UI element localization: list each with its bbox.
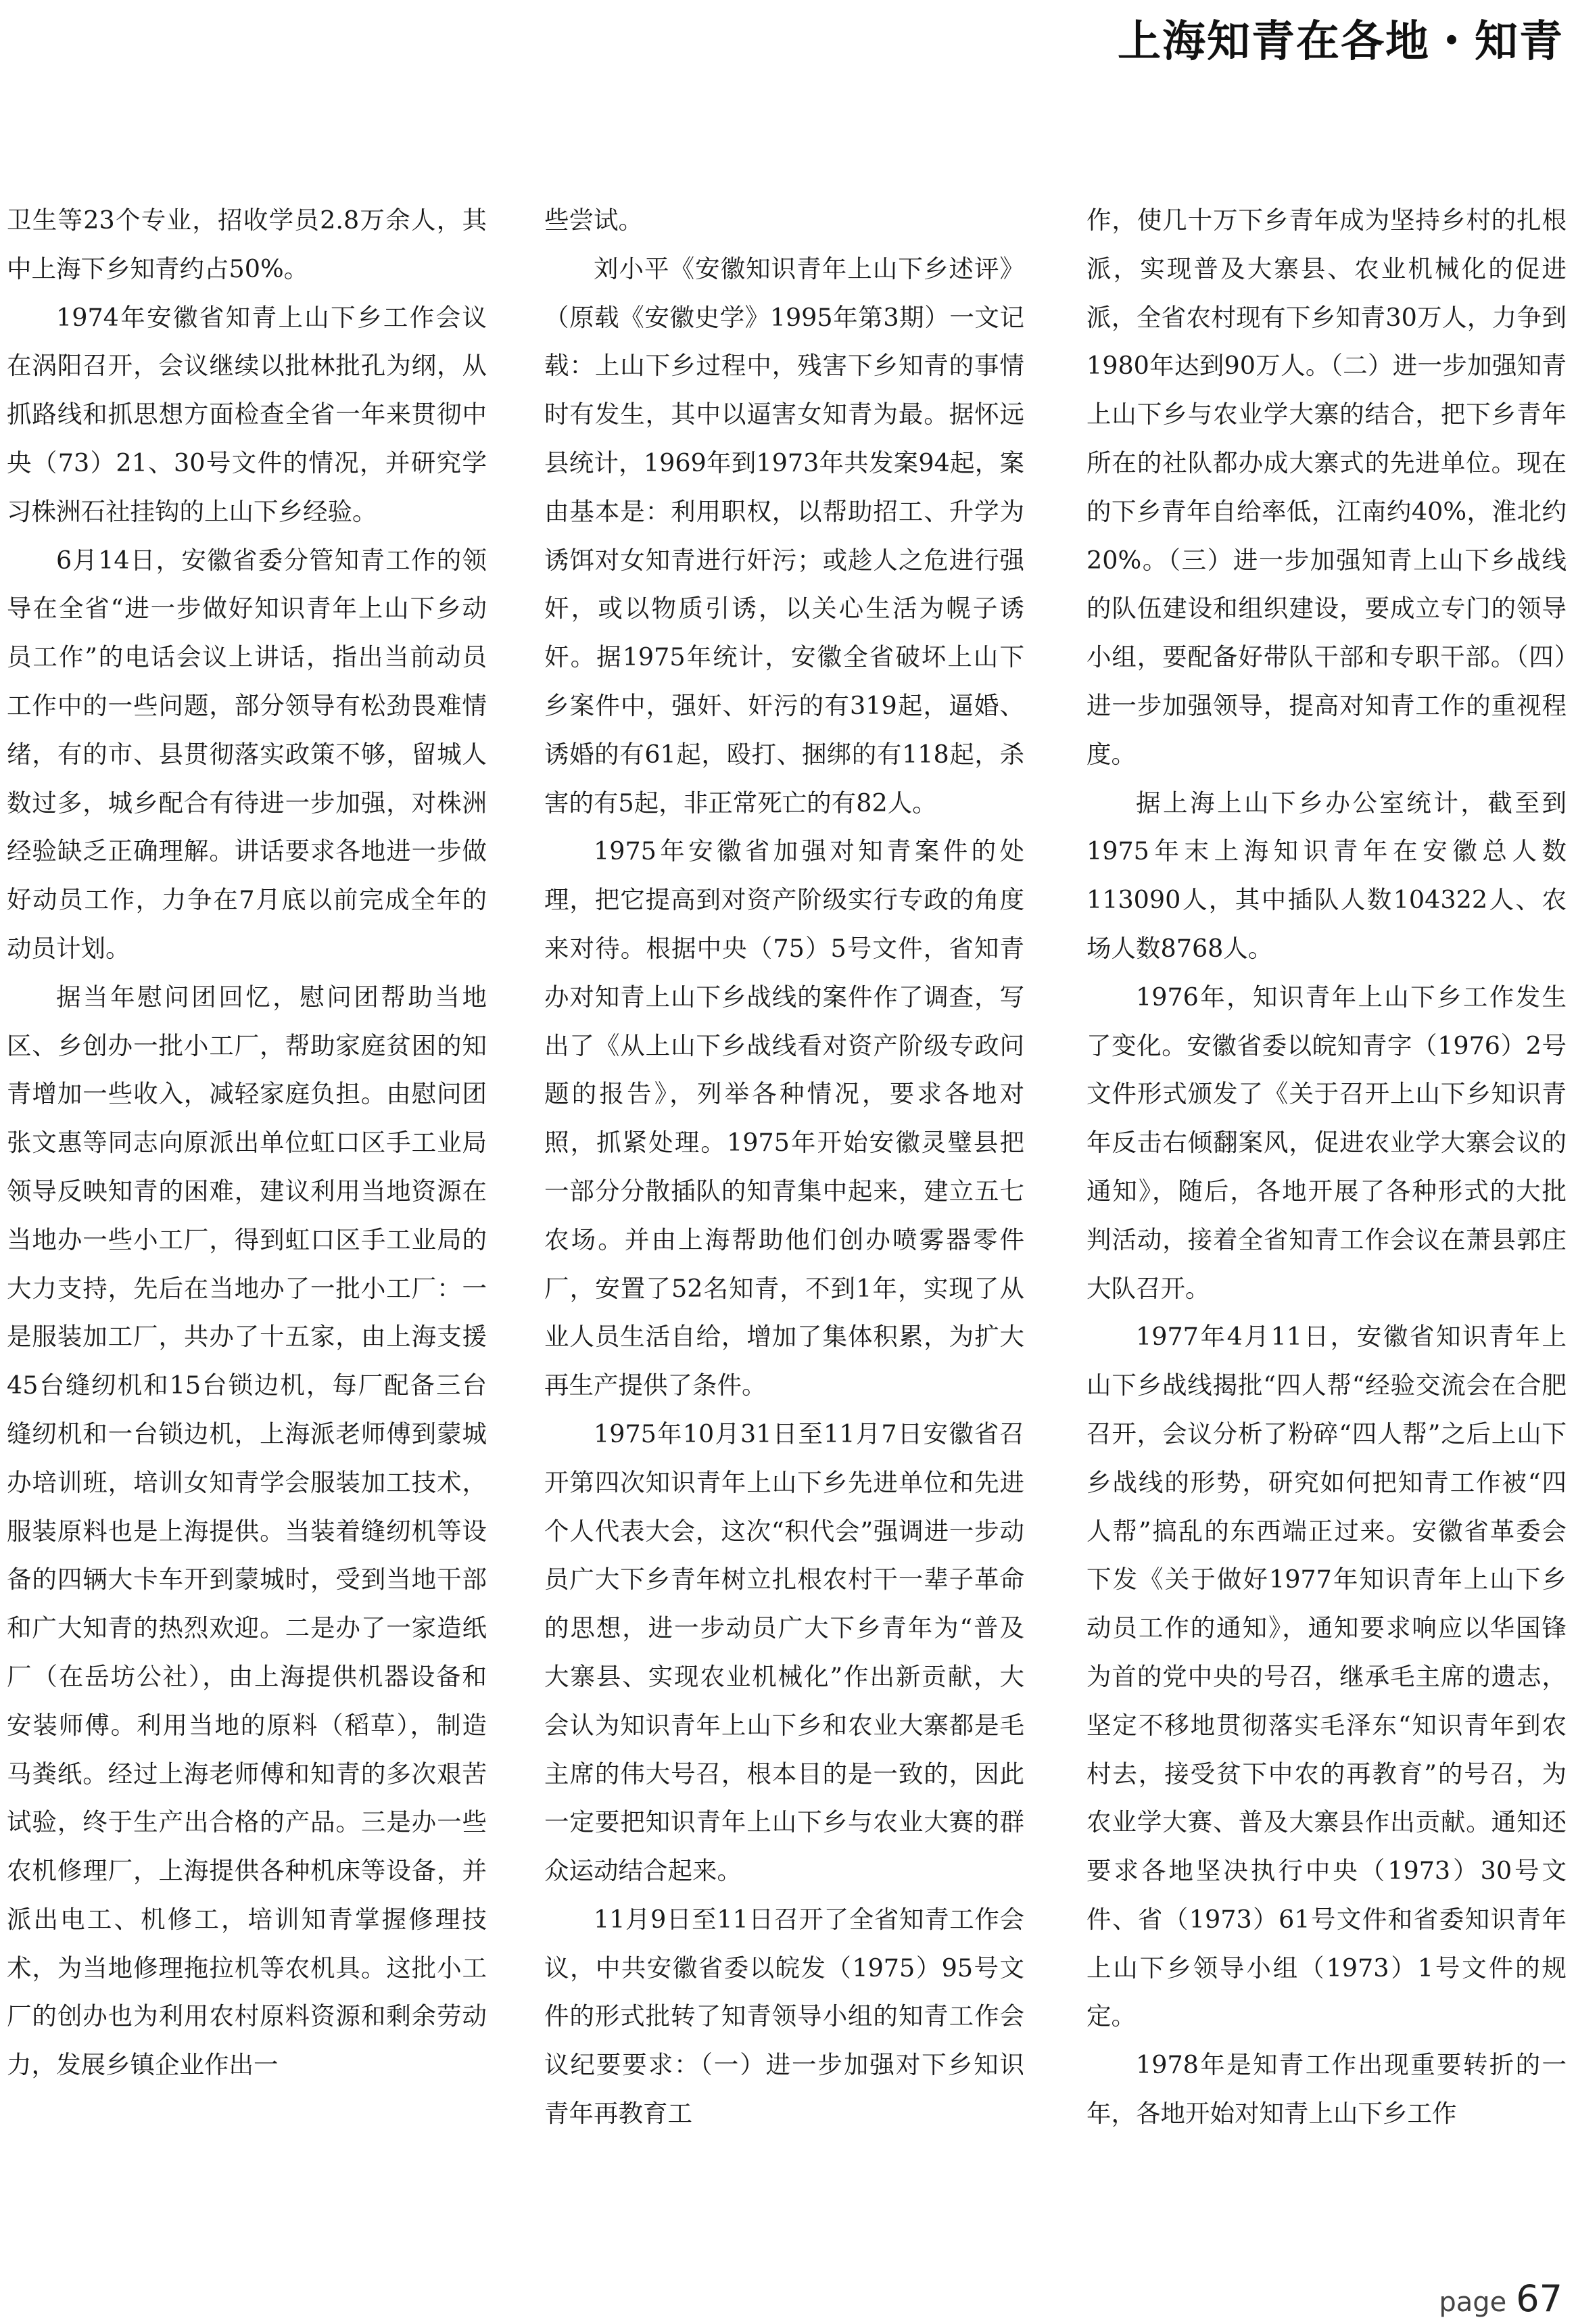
paragraph: 1975年10月31日至11月7日安徽省召开第四次知识青年上山下乡先进单位和先进个人代表大会，这次“积代会”强调进一步动员广大下乡青年树立扎根农村干一辈子革命的思想，进一步动员广大下乡青年为“普及大寨县、实现农业机械化”作出新贡献，大会认为知识青年上山下乡和农业大寨都是毛主席的伟大号召，根本目的是一致的，因此一定要把知识青年上山下乡与农业大赛的群众运动结合起来。 [544, 1419, 1024, 1886]
paragraph: 据当年慰问团回忆，慰问团帮助当地区、乡创办一批小工厂，帮助家庭贫困的知青增加一些收入，减轻家庭负担。由慰问团张文惠等同志向原派出单位虹口区手工业局领导反映知青的困难，建议利用当地资源在当地办一些小工厂，得到虹口区手工业局的大力支持，先后在当地办了一批小工厂：一是服装加工厂，共办了十五家，由上海支援45台缝纫机和15台锁边机，每厂配备三台缝纫机和一台锁边机，上海派老师傅到蒙城办培训班，培训女知青学会服装加工技术，服装原料也是上海提供。当装着缝纫机等设备的四辆大卡车开到蒙城时，受到当地干部和广大知青的热烈欢迎。二是办了一家造纸厂（在岳坊公社），由上海提供机器设备和安装师傅。利用当地的原料（稻草），制造马粪纸。经过上海老师傅和知青的多次艰苦试验，终于生产出合格的产品。三是办一些农机修理厂，上海提供各种机床等设备，并派出电工、机修工，培训知青掌握修理技术，为当地修理拖拉机等农机具。这批小工厂的创办也为利用农村原料资源和剩余劳动力，发展乡镇企业作出一 [7, 982, 487, 2080]
paragraph: 1976年，知识青年上山下乡工作发生了变化。安徽省委以皖知青字（1976）2号文件形式颁发了《关于召开上山下乡知识青年反击右倾翻案风，促进农业学大寨会议的通知》，随后，各地开展了各种形式的大批判活动，接着全省知青工作会议在萧县郭庄大队召开。 [1087, 982, 1567, 1303]
page-label: page [1439, 2287, 1507, 2318]
paragraph: 1977年4月11日，安徽省知识青年上山下乡战线揭批“四人帮“经验交流会在合肥召开，会议分析了粉碎“四人帮”之后上山下乡战线的形势，研究如何把知青工作被“四人帮”搞乱的东西端正过来。安徽省革委会下发《关于做好1977年知识青年上山下乡动员工作的通知》，通知要求响应以华国锋为首的党中央的号召，继承毛主席的遗志，坚定不移地贯彻落实毛泽东“知识青年到农村去，接受贫下中农的再教育”的号召，为农业学大赛、普及大寨县作出贡献。通知还要求各地坚决执行中央（1973）30号文件、省（1973）61号文件和省委知识青年上山下乡领导小组（1973）1号文件的规定。 [1087, 1322, 1567, 2031]
section-header: 上海知青在各地・知青 [1118, 16, 1564, 67]
paragraph: 6月14日，安徽省委分管知青工作的领导在全省“进一步做好知识青年上山下乡动员工作”的电话会议上讲话，指出当前动员工作中的一些问题，部分领导有松劲畏难情绪，有的市、县贯彻落实政策不够，留城人数过多，城乡配合有待进一步加强，对株洲经验缺乏正确理解。讲话要求各地进一步做好动员工作，力争在7月底以前完成全年的动员计划。 [7, 545, 487, 963]
article-column-1 [7, 196, 487, 2089]
paragraph: 卫生等23个专业，招收学员2.8万余人，其中上海下乡知青约占50%。 [7, 206, 487, 283]
paragraph: 11月9日至11日召开了全省知青工作会议，中共安徽省委以皖发（1975）95号文件的形式批转了知青领导小组的知青工作会议纪要要求：（一）进一步加强对下乡知识青年再教育工 [544, 1904, 1024, 2129]
paragraph: 作，使几十万下乡青年成为坚持乡村的扎根派，实现普及大寨县、农业机械化的促进派，全省农村现有下乡知青30万人，力争到1980年达到90万人。（二）进一步加强知青上山下乡与农业学大寨的结合，把下乡青年所在的社队都办成大寨式的先进单位。现在的下乡青年自给率低，江南约40%，淮北约20%。（三）进一步加强知青上山下乡战线的队伍建设和组织建设，要成立专门的领导小组，要配备好带队干部和专职干部。（四）进一步加强领导，提高对知青工作的重视程度。 [1087, 206, 1567, 769]
article-column-3 [1087, 196, 1567, 2138]
paragraph: 1975年安徽省加强对知青案件的处理，把它提高到对资产阶级实行专政的角度来对待。根据中央（75）5号文件，省知青办对知青上山下乡战线的案件作了调查，写出了《从上山下乡战线看对资产阶级专政问题的报告》，列举各种情况，要求各地对照，抓紧处理。1975年开始安徽灵璧县把一部分分散插队的知青集中起来，建立五七农场。并由上海帮助他们创办喷雾器零件厂，安置了52名知青，不到1年，实现了从业人员生活自给，增加了集体积累，为扩大再生产提供了条件。 [544, 836, 1024, 1400]
page-footer [1439, 2277, 1562, 2320]
article-column-2 [544, 196, 1024, 2138]
paragraph: 1978年是知青工作出现重要转折的一年，各地开始对知青上山下乡工作 [1087, 2050, 1567, 2129]
paragraph: 些尝试。 [544, 206, 643, 235]
paragraph: 刘小平《安徽知识青年上山下乡述评》（原载《安徽史学》1995年第3期）一文记载：上山下乡过程中，残害下乡知青的事情时有发生，其中以逼害女知青为最。据怀远县统计，1969年到1973年共发案94起，案由基本是：利用职权，以帮助招工、升学为诱饵对女知青进行奸污；或趁人之危进行强奸，或以物质引诱，以关心生活为幌子诱奸。据1975年统计，安徽全省破坏上山下乡案件中，强奸、奸污的有319起，逼婚、诱婚的有61起，殴打、捆绑的有118起，杀害的有5起，非正常死亡的有82人。 [544, 254, 1024, 817]
paragraph: 1974年安徽省知青上山下乡工作会议在涡阳召开，会议继续以批林批孔为纲，从抓路线和抓思想方面检查全省一年来贯彻中央（73）21、30号文件的情况，并研究学习株洲石社挂钩的上山下乡经验。 [7, 302, 487, 526]
paragraph: 据上海上山下乡办公室统计，截至到1975年末上海知识青年在安徽总人数113090人，其中插队人数104322人、农场人数8768人。 [1087, 788, 1567, 963]
page-number: 67 [1516, 2277, 1562, 2320]
